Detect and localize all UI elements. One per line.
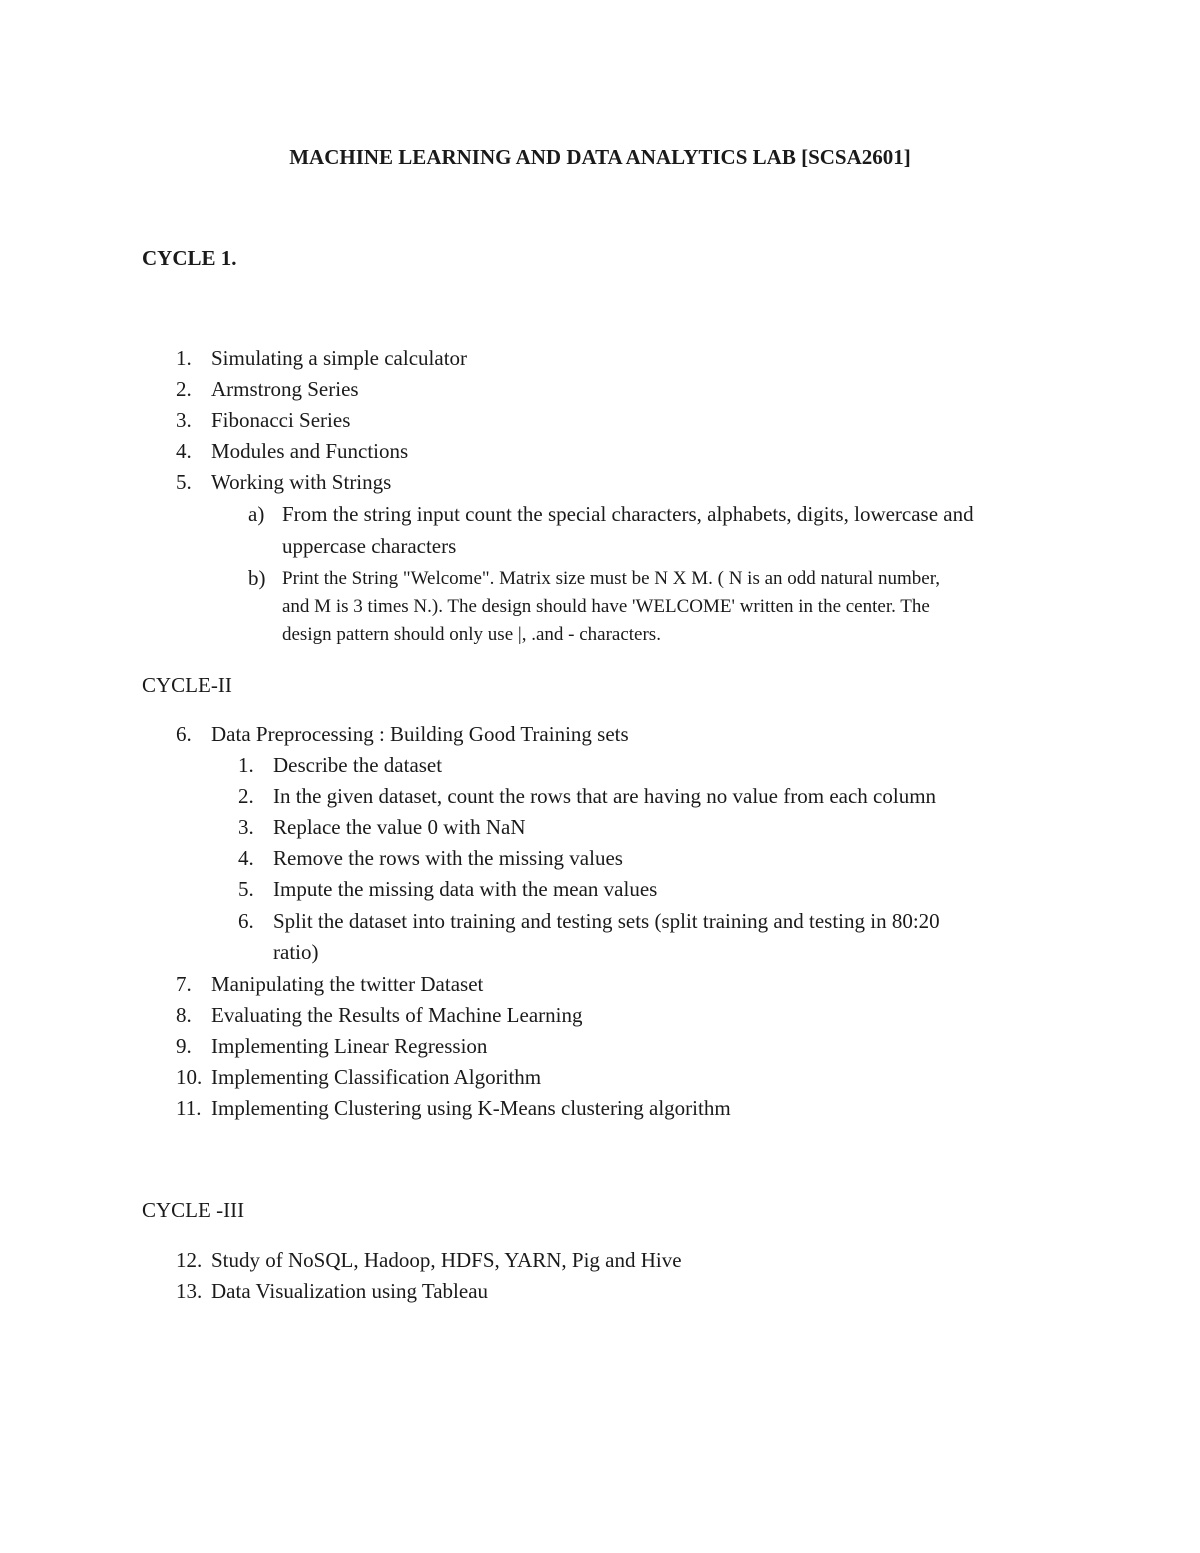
list-item: Data Preprocessing : Building Good Training sets: [211, 722, 629, 746]
sublist-item-label: a): [248, 502, 265, 526]
list-item: Study of NoSQL, Hadoop, HDFS, YARN, Pig and Hive: [211, 1248, 682, 1272]
list-item-number: 1.: [176, 346, 192, 370]
list-item-number: 4.: [176, 439, 192, 463]
sublist-item: In the given dataset, count the rows that are having no value from each column: [273, 784, 937, 808]
list-item: Data Visualization using Tableau: [211, 1279, 489, 1303]
list-item-number: 13.: [176, 1279, 203, 1303]
list-item: Implementing Classification Algorithm: [211, 1065, 542, 1089]
list-item-number: 12.: [176, 1248, 203, 1272]
list-item: Manipulating the twitter Dataset: [211, 972, 484, 996]
cycle1-heading: CYCLE 1.: [142, 246, 237, 270]
list-item: Working with Strings: [211, 470, 392, 494]
list-item-number: 6.: [176, 722, 192, 746]
sublist-item-line: uppercase characters: [282, 534, 457, 558]
sublist-item-number: 6.: [238, 909, 254, 933]
sublist-item: Split the dataset into training and testing sets (split training and testing in 80:20: [273, 909, 940, 933]
list-item: Implementing Linear Regression: [211, 1034, 488, 1058]
sublist-item: Describe the dataset: [273, 753, 443, 777]
sublist-item: Replace the value 0 with NaN: [273, 815, 526, 839]
sublist-item-label: b): [248, 566, 266, 590]
document-title: MACHINE LEARNING AND DATA ANALYTICS LAB [SCSA2601]: [289, 145, 911, 169]
list-item-number: 8.: [176, 1003, 192, 1027]
list-item-number: 7.: [176, 972, 192, 996]
list-item-number: 5.: [176, 470, 192, 494]
sublist-item-line: and M is 3 times N.). The design should have 'WELCOME' written in the center. The: [282, 596, 930, 617]
sublist-item-number: 4.: [238, 846, 254, 870]
cycle3-heading: CYCLE -III: [142, 1198, 245, 1222]
sublist-item-number: 1.: [238, 753, 254, 777]
sublist-item-line: From the string input count the special characters, alphabets, digits, lowercase and: [282, 502, 974, 526]
list-item: Armstrong Series: [211, 377, 359, 401]
sublist-item: Impute the missing data with the mean values: [273, 877, 658, 901]
sublist-item-number: 2.: [238, 784, 254, 808]
list-item: Fibonacci Series: [211, 408, 351, 432]
list-item-number: 3.: [176, 408, 192, 432]
list-item: Implementing Clustering using K-Means clustering algorithm: [211, 1096, 731, 1120]
list-item-number: 11.: [176, 1096, 202, 1120]
list-item-number: 9.: [176, 1034, 192, 1058]
sublist-item-line: design pattern should only use |, .and - characters.: [282, 624, 661, 645]
list-item: Modules and Functions: [211, 439, 409, 463]
list-item: Evaluating the Results of Machine Learning: [211, 1003, 583, 1027]
sublist-item-continuation: ratio): [273, 940, 319, 964]
list-item-number: 10.: [176, 1065, 203, 1089]
cycle2-heading: CYCLE-II: [142, 673, 232, 697]
sublist-item-number: 3.: [238, 815, 254, 839]
sublist-item-number: 5.: [238, 877, 254, 901]
sublist-item-line: Print the String "Welcome". Matrix size must be N X M. ( N is an odd natural number,: [282, 568, 941, 589]
sublist-item: Remove the rows with the missing values: [273, 846, 623, 870]
list-item-number: 2.: [176, 377, 192, 401]
list-item: Simulating a simple calculator: [211, 346, 468, 370]
